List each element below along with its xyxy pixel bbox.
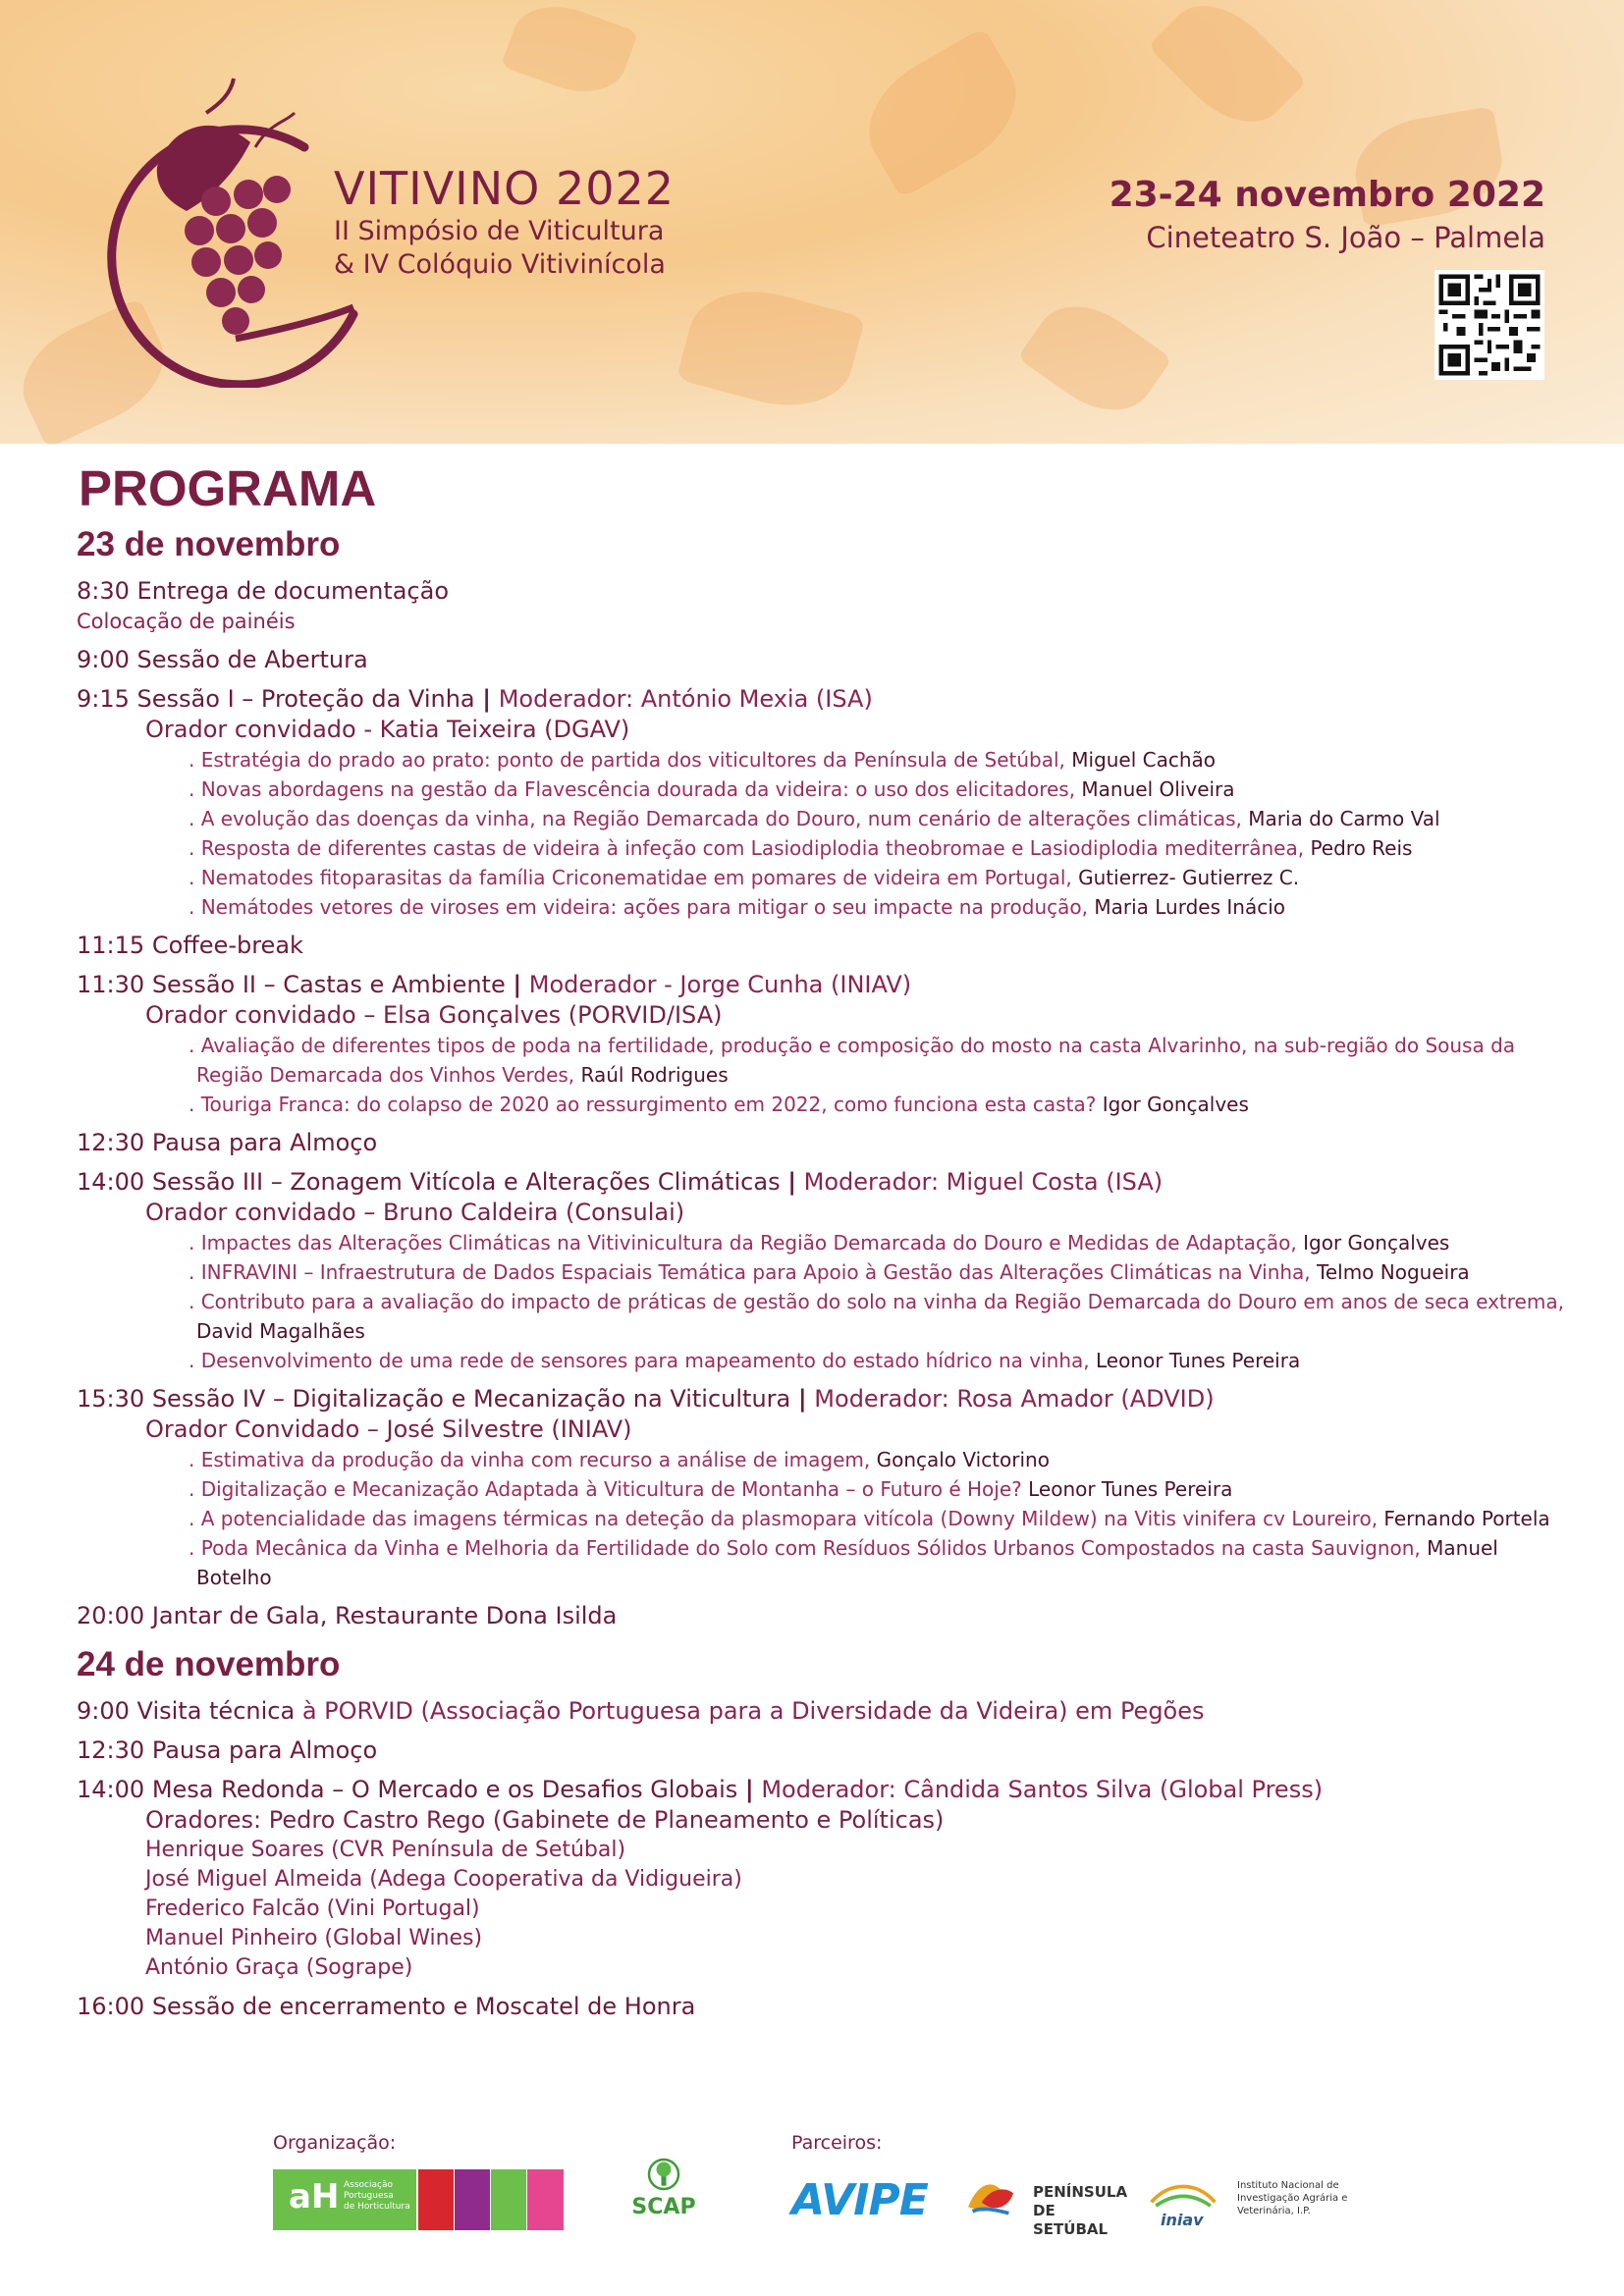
leaf-decor bbox=[1017, 286, 1172, 431]
event-title: Pausa para Almoço bbox=[151, 1129, 378, 1156]
event-title: Sessão III – Zonagem Vitícola e Alterações Climáticas bbox=[151, 1168, 781, 1196]
event-title: Sessão II – Castas e Ambiente bbox=[151, 971, 506, 998]
event-moderator: Moderador: António Mexia (ISA) bbox=[498, 685, 873, 713]
event-heading bbox=[77, 684, 1569, 715]
iniav-landscape-icon bbox=[1147, 2175, 1219, 2215]
talk-title: . Desenvolvimento de uma rede de sensores para mapeamento do estado hídrico na vinha, bbox=[189, 1349, 1090, 1372]
aph-logo bbox=[273, 2169, 564, 2230]
talk-title: . A potencialidade das imagens térmicas na deteção da plasmopara vitícola (Downy Mildew) na Vitis vinifera cv Loureiro, bbox=[189, 1507, 1379, 1530]
aph-name-line: Associação bbox=[344, 2180, 393, 2190]
talk-title: . Digitalização e Mecanização Adaptada à Viticultura de Montanha – o Futuro é Hoje? bbox=[189, 1477, 1022, 1501]
event-time: 14:00 bbox=[77, 1776, 145, 1803]
speaker-name: José Miguel Almeida (Adega Cooperativa da Vidigueira) bbox=[145, 1867, 742, 1892]
talk-title: . A evolução das doenças da vinha, na Região Demarcada do Douro, num cenário de alterações climáticas, bbox=[189, 807, 1242, 830]
talk-item bbox=[145, 1504, 1569, 1533]
talk-title: . Impactes das Alterações Climáticas na Vitivinicultura da Região Demarcada do Douro e Medidas de Adaptação, bbox=[189, 1231, 1297, 1255]
talk-author: Fernando Portela bbox=[1383, 1507, 1550, 1530]
event-heading bbox=[77, 970, 1569, 1000]
footer-logos bbox=[0, 2130, 1624, 2296]
speakers-intro: Oradores: Pedro Castro Rego (Gabinete de Planeamento e Políticas) bbox=[145, 1806, 945, 1834]
event-time: 12:30 bbox=[77, 1736, 145, 1764]
event-time: 9:00 bbox=[77, 1697, 130, 1725]
talk-author: Leonor Tunes Pereira bbox=[1028, 1477, 1233, 1501]
separator: | bbox=[482, 685, 492, 713]
event-subtitle: Colocação de painéis bbox=[77, 610, 296, 633]
program-event bbox=[77, 1696, 1569, 1727]
event-title: VITIVINO 2022 bbox=[334, 162, 676, 215]
talk-title: . Poda Mecânica da Vinha e Melhoria da Fertilidade do Solo com Resíduos Sólidos Urbanos Compostados na casta Sauvignon, bbox=[189, 1536, 1421, 1560]
event-time: 16:00 bbox=[77, 1993, 145, 2020]
session-details bbox=[77, 1198, 1569, 1375]
talk-item bbox=[145, 1031, 1569, 1090]
event-time: 11:30 bbox=[77, 971, 145, 998]
invited-speaker: Orador convidado – Elsa Gonçalves (PORVID/ISA) bbox=[145, 1001, 723, 1029]
program-event bbox=[77, 1735, 1569, 1766]
event-subtitle-line2: & IV Colóquio Vitivinícola bbox=[334, 249, 666, 280]
talk-author: Igor Gonçalves bbox=[1303, 1231, 1450, 1255]
talk-title: . INFRAVINI – Infraestrutura de Dados Espaciais Temática para Apoio à Gestão das Alterações Climáticas na Vinha, bbox=[189, 1260, 1311, 1284]
leaf-decor bbox=[847, 27, 1038, 198]
event-heading bbox=[77, 1601, 1569, 1631]
talk-title: . Touriga Franca: do colapso de 2020 ao ressurgimento em 2022, como funciona esta casta? bbox=[189, 1093, 1097, 1116]
scap-logo bbox=[628, 2158, 699, 2246]
talk-author: Manuel Oliveira bbox=[1081, 777, 1235, 801]
separator: | bbox=[513, 971, 522, 998]
program-event bbox=[77, 1384, 1569, 1592]
event-heading bbox=[77, 1167, 1569, 1198]
talk-author: Raúl Rodrigues bbox=[580, 1063, 729, 1087]
aph-section-icon bbox=[418, 2169, 454, 2230]
talk-title: . Avaliação de diferentes tipos de poda na fertilidade, produção e composição do mosto na casta Alvarinho, na sub-região do Sousa da Região Demarcada dos Vinhos Verdes, bbox=[189, 1034, 1516, 1087]
event-subtitle-line1: II Simpósio de Viticultura bbox=[334, 216, 665, 246]
event-title: Sessão de encerramento e Moscatel de Honra bbox=[151, 1993, 696, 2020]
talk-author: Miguel Cachão bbox=[1071, 748, 1217, 772]
talk-item bbox=[145, 863, 1569, 892]
speaker-name: António Graça (Sogrape) bbox=[145, 1955, 413, 1980]
talk-title: . Contributo para a avaliação do impacto de práticas de gestão do solo na vinha da Região Demarcada do Douro em anos de seca extrema, bbox=[189, 1290, 1564, 1313]
date-venue-block bbox=[1110, 175, 1545, 254]
talk-title: . Resposta de diferentes castas de videira à infeção com Lasiodiplodia theobromae e Lasiodiplodia mediterrânea, bbox=[189, 836, 1305, 860]
event-time: 9:00 bbox=[77, 646, 130, 673]
talk-item bbox=[145, 745, 1569, 774]
event-moderator: Moderador: Rosa Amador (ADVID) bbox=[814, 1385, 1215, 1413]
speaker-name: Henrique Soares (CVR Península de Setúbal) bbox=[145, 1838, 626, 1862]
talk-title: . Nematodes fitoparasitas da família Criconematidae em pomares de videira em Portugal, bbox=[189, 866, 1072, 889]
program-event bbox=[77, 931, 1569, 961]
aph-section-icon bbox=[491, 2169, 526, 2230]
event-title: Jantar de Gala, Restaurante Dona Isilda bbox=[151, 1602, 618, 1629]
session-details bbox=[77, 1415, 1569, 1592]
event-time: 11:15 bbox=[77, 932, 145, 959]
aph-section-icon bbox=[455, 2169, 490, 2230]
event-venue: Cineteatro S. João – Palmela bbox=[1146, 221, 1545, 254]
talk-item bbox=[145, 892, 1569, 922]
speaker-list bbox=[145, 1836, 1569, 1983]
talk-item bbox=[145, 1228, 1569, 1257]
event-title: Sessão IV – Digitalização e Mecanização na Viticultura bbox=[151, 1385, 791, 1413]
program-event bbox=[77, 1128, 1569, 1158]
iniav-desc-line: Veterinária, I.P. bbox=[1237, 2206, 1311, 2216]
talk-author: Telmo Nogueira bbox=[1317, 1260, 1470, 1284]
talk-title: . Novas abordagens na gestão da Flavescência dourada da videira: o uso dos elicitadores, bbox=[189, 777, 1076, 801]
qr-code-icon[interactable] bbox=[1435, 270, 1544, 380]
event-time: 8:30 bbox=[77, 577, 130, 605]
event-title: Sessão de Abertura bbox=[136, 646, 368, 673]
talk-author: Gutierrez- Gutierrez C. bbox=[1078, 866, 1300, 889]
event-heading bbox=[77, 576, 1569, 607]
session-details bbox=[77, 715, 1569, 922]
avipe-name: AVIPE bbox=[791, 2175, 928, 2225]
talk-author: Maria Lurdes Inácio bbox=[1094, 895, 1285, 919]
iniav-desc-line: Instituto Nacional de bbox=[1237, 2180, 1339, 2191]
speaker-name: Frederico Falcão (Vini Portugal) bbox=[145, 1896, 480, 1921]
event-heading bbox=[77, 931, 1569, 961]
event-heading bbox=[77, 645, 1569, 675]
event-date: 23-24 novembro 2022 bbox=[1109, 175, 1545, 215]
program-content bbox=[77, 459, 1569, 2031]
separator: | bbox=[787, 1168, 796, 1196]
event-title-block bbox=[334, 162, 675, 282]
day1-title: 23 de novembro bbox=[77, 525, 341, 563]
talk-item bbox=[145, 1287, 1569, 1346]
invited-speaker: Orador convidado – Bruno Caldeira (Consulai) bbox=[145, 1199, 685, 1226]
separator: | bbox=[797, 1385, 807, 1413]
partners-label: Parceiros: bbox=[791, 2132, 883, 2154]
talk-item bbox=[145, 804, 1569, 833]
talk-author: Pedro Reis bbox=[1310, 836, 1413, 860]
program-event bbox=[77, 1775, 1569, 1983]
avipe-logo bbox=[791, 2175, 928, 2225]
peninsula-setubal-logo bbox=[962, 2171, 1128, 2238]
event-time: 12:30 bbox=[77, 1129, 145, 1156]
talk-item bbox=[145, 1346, 1569, 1375]
event-moderator: Moderador: Miguel Costa (ISA) bbox=[803, 1168, 1164, 1196]
event-time: 20:00 bbox=[77, 1602, 145, 1629]
event-title: Entrega de documentação bbox=[136, 577, 450, 605]
invited-speaker: Orador Convidado – José Silvestre (INIAV) bbox=[145, 1415, 632, 1443]
talk-author: Gonçalo Victorino bbox=[876, 1448, 1050, 1471]
program-event bbox=[77, 684, 1569, 922]
organization-label: Organização: bbox=[273, 2132, 397, 2154]
header-banner bbox=[0, 0, 1624, 444]
day2-title: 24 de novembro bbox=[77, 1645, 341, 1683]
invited-speaker: Orador convidado - Katia Teixeira (DGAV) bbox=[145, 716, 630, 743]
aph-name-line: Portuguesa bbox=[344, 2191, 394, 2201]
talk-author: Leonor Tunes Pereira bbox=[1095, 1349, 1301, 1372]
aph-section-icon bbox=[527, 2169, 564, 2230]
event-heading bbox=[77, 1384, 1569, 1415]
session-details bbox=[77, 1000, 1569, 1119]
program-event bbox=[77, 1167, 1569, 1375]
talk-item bbox=[145, 774, 1569, 804]
talk-item bbox=[145, 1445, 1569, 1474]
event-time: 9:15 bbox=[77, 685, 130, 713]
talk-author: Igor Gonçalves bbox=[1102, 1093, 1249, 1116]
event-title: Sessão I – Proteção da Vinha bbox=[136, 685, 475, 713]
talk-author: Maria do Carmo Val bbox=[1248, 807, 1440, 830]
peninsula-line: PENÍNSULA bbox=[1033, 2183, 1128, 2201]
iniav-desc-line: Investigação Agrária e bbox=[1237, 2193, 1348, 2204]
aph-name-line: de Horticultura bbox=[344, 2202, 410, 2212]
aph-icon: aH bbox=[289, 2177, 340, 2216]
event-moderator: Moderador: Cândida Santos Silva (Global Press) bbox=[761, 1776, 1324, 1803]
event-title: Visita técnica bbox=[136, 1697, 296, 1725]
event-heading bbox=[77, 1128, 1569, 1158]
program-event bbox=[77, 645, 1569, 675]
peninsula-line: DE SETÚBAL bbox=[1033, 2202, 1109, 2238]
leaf-decor bbox=[1148, 0, 1308, 143]
event-moderator: Moderador - Jorge Cunha (INIAV) bbox=[528, 971, 912, 998]
leaf-decor bbox=[501, 0, 638, 106]
iniav-logo bbox=[1147, 2171, 1373, 2234]
leaf-decor bbox=[677, 275, 866, 422]
program-event bbox=[77, 1992, 1569, 2022]
separator: | bbox=[744, 1776, 754, 1803]
event-title: Coffee-break bbox=[151, 932, 303, 959]
talk-title: . Estratégia do prado ao prato: ponto de partida dos viticultores da Península de Setúbal, bbox=[189, 748, 1065, 772]
scap-name: SCAP bbox=[631, 2195, 696, 2219]
event-title: Mesa Redonda – O Mercado e os Desafios Globais bbox=[151, 1776, 738, 1803]
talk-item bbox=[145, 1090, 1569, 1119]
event-title: Pausa para Almoço bbox=[151, 1736, 378, 1764]
program-title: PROGRAMA bbox=[79, 460, 377, 516]
talk-item bbox=[145, 1257, 1569, 1287]
peninsula-emblem-icon bbox=[962, 2175, 1019, 2220]
iniav-name: iniav bbox=[1161, 2211, 1204, 2229]
program-event bbox=[77, 576, 1569, 636]
program-event bbox=[77, 970, 1569, 1119]
day1-events bbox=[77, 576, 1569, 1631]
program-event bbox=[77, 1601, 1569, 1631]
talk-item bbox=[145, 1533, 1569, 1592]
event-detail: à PORVID (Associação Portuguesa para a Diversidade da Videira) em Pegões bbox=[301, 1697, 1205, 1725]
talk-author: David Magalhães bbox=[196, 1319, 365, 1343]
scap-tree-icon bbox=[639, 2158, 688, 2191]
talk-title: . Nemátodes vetores de viroses em videira: ações para mitigar o seu impacte na produção, bbox=[189, 895, 1088, 919]
talk-item bbox=[145, 833, 1569, 863]
event-time: 14:00 bbox=[77, 1168, 145, 1196]
event-time: 15:30 bbox=[77, 1385, 145, 1413]
speaker-name: Manuel Pinheiro (Global Wines) bbox=[145, 1926, 483, 1950]
talk-author: Manuel Botelho bbox=[196, 1536, 1498, 1589]
talk-item bbox=[145, 1474, 1569, 1504]
talk-title: . Estimativa da produção da vinha com recurso a análise de imagem, bbox=[189, 1448, 871, 1471]
